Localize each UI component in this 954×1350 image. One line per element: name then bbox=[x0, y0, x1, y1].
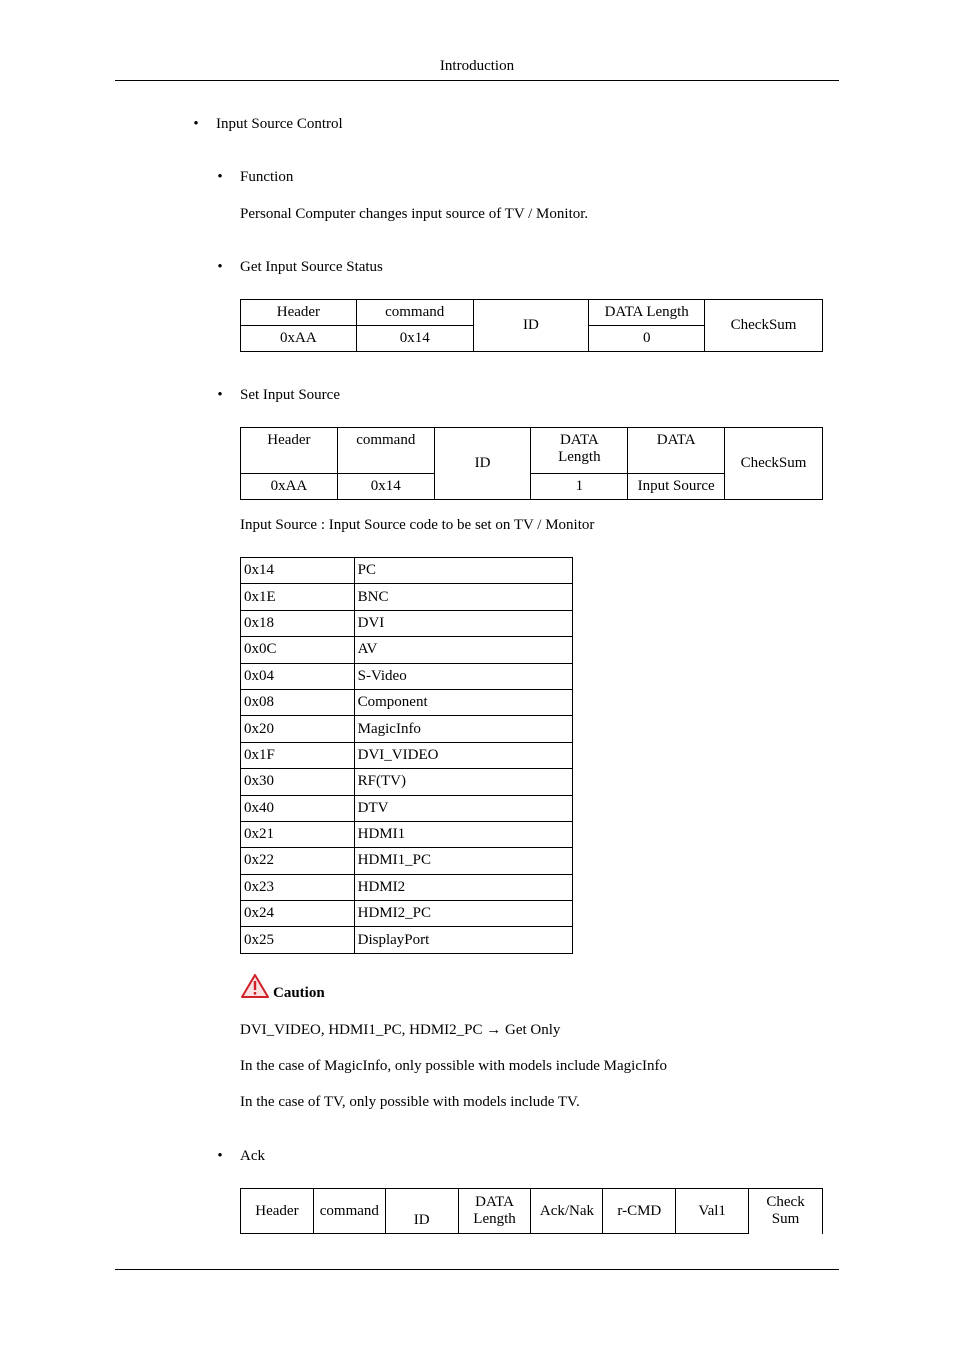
function-text: Personal Computer changes input source of TV / Monitor. bbox=[240, 206, 589, 222]
table-cell: 0x14 bbox=[337, 474, 434, 500]
table-header-cell: DATA Length bbox=[531, 428, 628, 474]
bullet: • bbox=[217, 387, 223, 403]
source-code-cell: 0x1E bbox=[241, 584, 355, 610]
source-code-cell: 0x18 bbox=[241, 610, 355, 636]
source-code-cell: 0x04 bbox=[241, 663, 355, 689]
table-header-cell: CheckSum bbox=[725, 428, 823, 500]
ack-label: Ack bbox=[240, 1148, 265, 1164]
table-row bbox=[241, 716, 573, 742]
table-header-cell: Header bbox=[241, 300, 357, 326]
table-header-cell: DATA Length bbox=[589, 300, 705, 326]
caution-label: Caution bbox=[273, 985, 325, 1001]
table-header-cell: CheckSum bbox=[705, 300, 823, 352]
source-name-cell: DTV bbox=[354, 795, 572, 821]
table-header-cell: Check Sum bbox=[749, 1189, 823, 1234]
get-status-label: Get Input Source Status bbox=[240, 259, 383, 275]
bullet: • bbox=[217, 169, 223, 185]
source-name-cell: BNC bbox=[354, 584, 572, 610]
source-name-cell: HDMI1 bbox=[354, 821, 572, 847]
table-header-cell: command bbox=[356, 300, 473, 326]
table-header-cell: ID bbox=[385, 1189, 458, 1234]
source-code-cell: 0x23 bbox=[241, 874, 355, 900]
function-label: Function bbox=[240, 169, 294, 185]
table-row bbox=[241, 742, 573, 768]
source-name-cell: MagicInfo bbox=[354, 716, 572, 742]
source-code-cell: 0x08 bbox=[241, 689, 355, 715]
page-header-title: Introduction bbox=[439, 58, 515, 74]
table-cell: 0 bbox=[589, 326, 705, 352]
source-name-cell: HDMI2 bbox=[354, 874, 572, 900]
table-cell: 0xAA bbox=[241, 474, 338, 500]
table-cell: 1 bbox=[531, 474, 628, 500]
bullet: • bbox=[217, 259, 223, 275]
get-status-table bbox=[240, 299, 823, 352]
table-row bbox=[241, 689, 573, 715]
source-name-cell: DisplayPort bbox=[354, 927, 572, 953]
table-row bbox=[241, 874, 573, 900]
source-code-cell: 0x20 bbox=[241, 716, 355, 742]
source-name-cell: DVI_VIDEO bbox=[354, 742, 572, 768]
source-name-cell: Component bbox=[354, 689, 572, 715]
table-cell: 0xAA bbox=[241, 326, 357, 352]
table-header-cell: Header bbox=[241, 1189, 314, 1234]
table-row bbox=[241, 584, 573, 610]
table-header-cell: ID bbox=[434, 428, 531, 500]
source-name-cell: RF(TV) bbox=[354, 769, 572, 795]
ack-table bbox=[240, 1188, 823, 1234]
source-name-cell: HDMI2_PC bbox=[354, 901, 572, 927]
table-cell: Input Source bbox=[628, 474, 725, 500]
table-row bbox=[241, 663, 573, 689]
source-name-cell: S-Video bbox=[354, 663, 572, 689]
table-row bbox=[241, 769, 573, 795]
input-source-note: Input Source : Input Source code to be set on TV / Monitor bbox=[240, 517, 595, 533]
table-cell: 0x14 bbox=[356, 326, 473, 352]
bullet: • bbox=[217, 1148, 223, 1164]
table-header-cell: DATA Length bbox=[458, 1189, 531, 1234]
table-row bbox=[241, 558, 573, 584]
table-row bbox=[241, 821, 573, 847]
source-code-cell: 0x24 bbox=[241, 901, 355, 927]
source-code-cell: 0x22 bbox=[241, 848, 355, 874]
caution-line: In the case of MagicInfo, only possible with models include MagicInfo bbox=[240, 1058, 667, 1074]
footer-rule bbox=[115, 1269, 839, 1270]
source-name-cell: PC bbox=[354, 558, 572, 584]
header-rule bbox=[115, 80, 839, 81]
table-header-cell: DATA bbox=[628, 428, 725, 474]
source-code-cell: 0x25 bbox=[241, 927, 355, 953]
caution-line: In the case of TV, only possible with models include TV. bbox=[240, 1094, 580, 1110]
source-code-cell: 0x30 bbox=[241, 769, 355, 795]
table-header-cell: r-CMD bbox=[603, 1189, 676, 1234]
section-title: Input Source Control bbox=[216, 116, 343, 132]
set-source-table bbox=[240, 427, 823, 500]
table-row bbox=[241, 848, 573, 874]
table-header-cell: Val1 bbox=[676, 1189, 749, 1234]
set-source-label: Set Input Source bbox=[240, 387, 340, 403]
source-name-cell: DVI bbox=[354, 610, 572, 636]
source-name-cell: HDMI1_PC bbox=[354, 848, 572, 874]
source-codes-table bbox=[240, 557, 573, 954]
source-code-cell: 0x0C bbox=[241, 637, 355, 663]
warning-triangle-icon bbox=[240, 973, 270, 999]
bullet: • bbox=[193, 116, 199, 132]
source-name-cell: AV bbox=[354, 637, 572, 663]
table-header-cell: ID bbox=[473, 300, 589, 352]
table-header-cell: Header bbox=[241, 428, 338, 474]
table-row bbox=[241, 927, 573, 953]
source-code-cell: 0x40 bbox=[241, 795, 355, 821]
table-header-cell: command bbox=[313, 1189, 385, 1234]
source-code-cell: 0x14 bbox=[241, 558, 355, 584]
table-row bbox=[241, 637, 573, 663]
table-header-cell: command bbox=[337, 428, 434, 474]
caution-line: DVI_VIDEO, HDMI1_PC, HDMI2_PC → Get Only bbox=[240, 1022, 561, 1038]
table-row bbox=[241, 795, 573, 821]
source-code-cell: 0x21 bbox=[241, 821, 355, 847]
table-row bbox=[241, 901, 573, 927]
table-header-cell: Ack/Nak bbox=[531, 1189, 603, 1234]
source-code-cell: 0x1F bbox=[241, 742, 355, 768]
table-row bbox=[241, 610, 573, 636]
